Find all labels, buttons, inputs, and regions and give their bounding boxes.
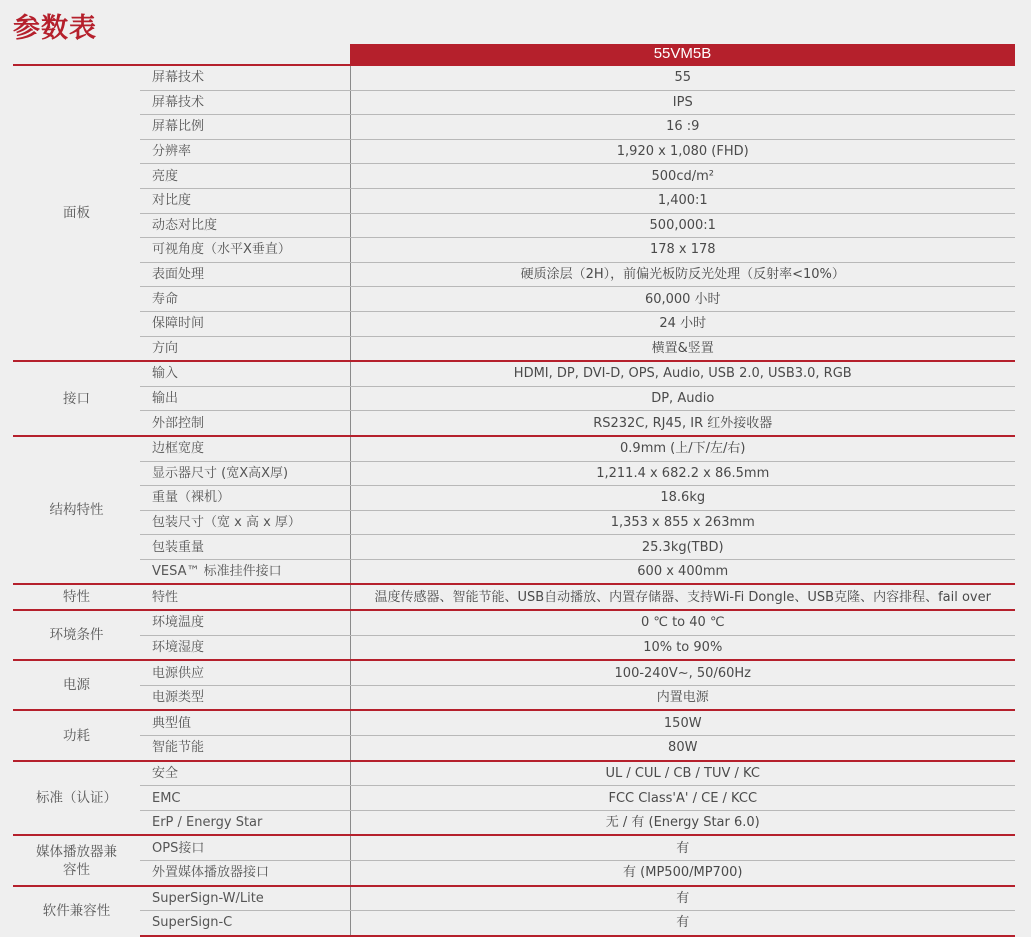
- spec-row: [13, 861, 1015, 886]
- category-label: 面板: [13, 65, 140, 361]
- spec-item-label: EMC: [140, 786, 350, 811]
- category-label: 功耗: [13, 710, 140, 760]
- spec-row: [13, 386, 1015, 411]
- spec-item-label: 输入: [140, 361, 350, 386]
- spec-row: [13, 361, 1015, 386]
- spec-item-label: 电源供应: [140, 660, 350, 685]
- spec-item-label: 寿命: [140, 287, 350, 312]
- spec-row: [13, 610, 1015, 635]
- spec-row: [13, 535, 1015, 560]
- spec-row: [13, 810, 1015, 835]
- spec-value: 25.3kg(TBD): [350, 535, 1015, 560]
- spec-item-label: 动态对比度: [140, 213, 350, 238]
- category-label: 电源: [13, 660, 140, 710]
- spec-value: FCC Class'A' / CE / KCC: [350, 786, 1015, 811]
- spec-row: [13, 188, 1015, 213]
- spec-item-label: SuperSign-W/Lite: [140, 886, 350, 911]
- spec-value: UL / CUL / CB / TUV / KC: [350, 761, 1015, 786]
- spec-item-label: 包装重量: [140, 535, 350, 560]
- spec-row: [13, 65, 1015, 90]
- spec-row: [13, 635, 1015, 660]
- spec-row: [13, 559, 1015, 584]
- spec-item-label: 屏幕比例: [140, 115, 350, 140]
- spec-item-label: 保障时间: [140, 311, 350, 336]
- model-header: 55VM5B: [350, 44, 1015, 64]
- spec-value: 100-240V~, 50/60Hz: [350, 660, 1015, 685]
- spec-item-label: 环境湿度: [140, 635, 350, 660]
- spec-value: 有: [350, 886, 1015, 911]
- spec-item-label: ErP / Energy Star: [140, 810, 350, 835]
- spec-value: 1,353 x 855 x 263mm: [350, 510, 1015, 535]
- spec-value: 55: [350, 65, 1015, 90]
- spec-item-label: 边框宽度: [140, 436, 350, 461]
- spec-value: 600 x 400mm: [350, 559, 1015, 584]
- spec-value: 1,211.4 x 682.2 x 86.5mm: [350, 461, 1015, 486]
- spec-item-label: 方向: [140, 336, 350, 361]
- spec-item-label: 分辨率: [140, 139, 350, 164]
- spec-row: [13, 213, 1015, 238]
- spec-row: [13, 436, 1015, 461]
- spec-item-label: 重量（裸机）: [140, 486, 350, 511]
- spec-value: 10% to 90%: [350, 635, 1015, 660]
- spec-item-label: 显示器尺寸 (宽X高X厚): [140, 461, 350, 486]
- spec-value: 有 (MP500/MP700): [350, 861, 1015, 886]
- spec-row: [13, 336, 1015, 361]
- spec-value: 500cd/m²: [350, 164, 1015, 189]
- spec-value: 有: [350, 911, 1015, 936]
- spec-row: [13, 238, 1015, 263]
- spec-row: [13, 90, 1015, 115]
- spec-value: 横置&竖置: [350, 336, 1015, 361]
- spec-row: [13, 164, 1015, 189]
- spec-item-label: 输出: [140, 386, 350, 411]
- spec-item-label: 典型值: [140, 710, 350, 735]
- spec-value: 无 / 有 (Energy Star 6.0): [350, 810, 1015, 835]
- spec-value: 内置电源: [350, 685, 1015, 710]
- spec-item-label: 屏幕技术: [140, 90, 350, 115]
- page-title: 参数表: [13, 13, 97, 44]
- spec-row: [13, 786, 1015, 811]
- spec-value: 16 :9: [350, 115, 1015, 140]
- spec-value: 500,000:1: [350, 213, 1015, 238]
- category-label: 环境条件: [13, 610, 140, 660]
- spec-row: [13, 139, 1015, 164]
- spec-item-label: 特性: [140, 584, 350, 610]
- category-label: 结构特性: [13, 436, 140, 585]
- spec-value: 硬质涂层（2H），前偏光板防反光处理（反射率<10%）: [350, 262, 1015, 287]
- spec-value: 18.6kg: [350, 486, 1015, 511]
- spec-row: [13, 461, 1015, 486]
- spec-value: 80W: [350, 736, 1015, 761]
- spec-item-label: 外置媒体播放器接口: [140, 861, 350, 886]
- spec-row: [13, 411, 1015, 436]
- spec-row: [13, 710, 1015, 735]
- category-label: 接口: [13, 361, 140, 436]
- spec-value: 1,400:1: [350, 188, 1015, 213]
- spec-row: [13, 262, 1015, 287]
- spec-row: [13, 311, 1015, 336]
- spec-item-label: 亮度: [140, 164, 350, 189]
- spec-row: [13, 115, 1015, 140]
- spec-value: 有: [350, 835, 1015, 860]
- spec-item-label: 智能节能: [140, 736, 350, 761]
- spec-item-label: 电源类型: [140, 685, 350, 710]
- spec-value: DP, Audio: [350, 386, 1015, 411]
- spec-row: [13, 510, 1015, 535]
- spec-item-label: 屏幕技术: [140, 65, 350, 90]
- category-label: 特性: [13, 584, 140, 610]
- spec-row: [13, 835, 1015, 860]
- spec-item-label: 环境温度: [140, 610, 350, 635]
- spec-row: [13, 486, 1015, 511]
- spec-item-label: SuperSign-C: [140, 911, 350, 936]
- spec-value: 0.9mm (上/下/左/右): [350, 436, 1015, 461]
- spec-value: 24 小时: [350, 311, 1015, 336]
- spec-item-label: 外部控制: [140, 411, 350, 436]
- spec-table: [13, 64, 1015, 937]
- spec-value: 温度传感器、智能节能、USB自动播放、内置存储器、支持Wi-Fi Dongle、USB克隆、内容排程、fail over: [350, 584, 1015, 610]
- spec-row: [13, 886, 1015, 911]
- category-label: 软件兼容性: [13, 886, 140, 936]
- spec-value: 150W: [350, 710, 1015, 735]
- spec-item-label: 表面处理: [140, 262, 350, 287]
- spec-value: HDMI, DP, DVI-D, OPS, Audio, USB 2.0, USB3.0, RGB: [350, 361, 1015, 386]
- spec-row: [13, 660, 1015, 685]
- spec-item-label: 安全: [140, 761, 350, 786]
- spec-value: 178 x 178: [350, 238, 1015, 263]
- category-label: 标准（认证）: [13, 761, 140, 836]
- spec-row: [13, 761, 1015, 786]
- spec-row: [13, 584, 1015, 610]
- spec-value: 1,920 x 1,080 (FHD): [350, 139, 1015, 164]
- spec-row: [13, 287, 1015, 312]
- spec-item-label: OPS接口: [140, 835, 350, 860]
- category-label: 媒体播放器兼容性: [13, 835, 140, 885]
- spec-item-label: 可视角度（水平X垂直）: [140, 238, 350, 263]
- spec-value: RS232C, RJ45, IR 红外接收器: [350, 411, 1015, 436]
- spec-item-label: 包装尺寸（宽 x 高 x 厚）: [140, 510, 350, 535]
- spec-value: 0 ℃ to 40 ℃: [350, 610, 1015, 635]
- spec-row: [13, 911, 1015, 936]
- spec-row: [13, 736, 1015, 761]
- spec-item-label: 对比度: [140, 188, 350, 213]
- spec-value: IPS: [350, 90, 1015, 115]
- spec-row: [13, 685, 1015, 710]
- spec-item-label: VESA™ 标准挂件接口: [140, 559, 350, 584]
- spec-value: 60,000 小时: [350, 287, 1015, 312]
